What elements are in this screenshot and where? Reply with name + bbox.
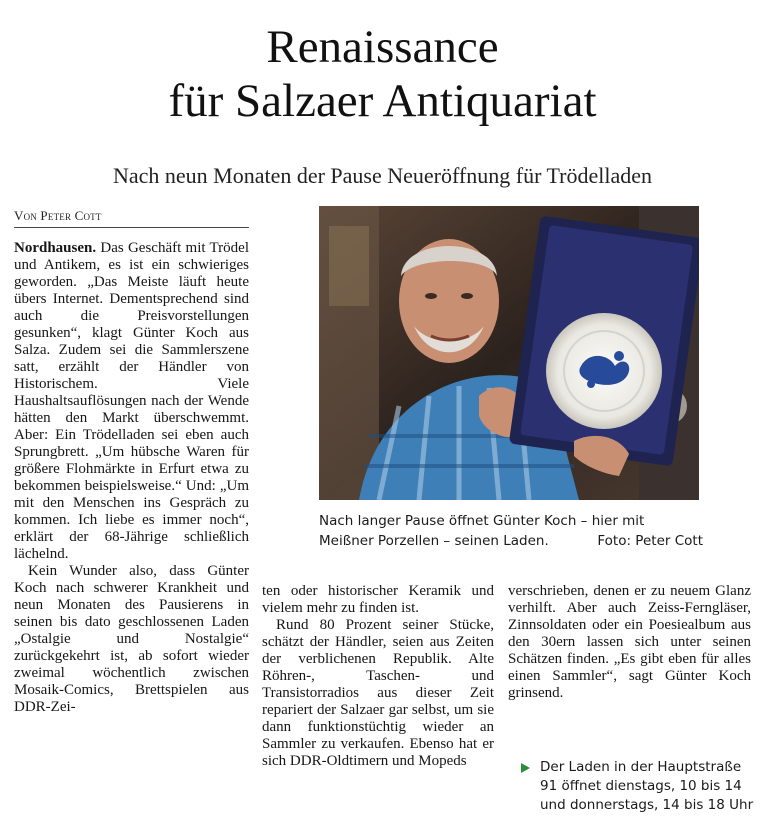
caption-line-2: Meißner Porzellen – seinen Laden. (319, 533, 549, 549)
article-photo (319, 206, 699, 500)
headline-line-2: für Salzaer Antiquariat (168, 75, 597, 127)
photo-credit: Foto: Peter Cott (597, 533, 703, 549)
photo-caption (319, 511, 703, 551)
byline-divider (14, 227, 249, 228)
paragraph-text: Das Geschäft mit Trödel und Antikem, es ist ein schwieriges geworden. „Das Meiste läuft heute übers Internet. Dementsprechend sind auch die Preisvorstellungen gesunken“, klagt Günter Koch aus Salza. Zudem sei die Sammlerszene satt, erzählt der Händler von Historischem. Viele Haushaltsauflösungen nach der Wende hätten den Markt überschwemmt. Aber: Ein Trödelladen sei eben auch Sprungbrett. „Um hübsche Waren für größere Flohmärkte in Erfurt etwa zu bekommen beispielsweise.“ Und: „Um mit den Menschen ins Gespräch zu kommen. Ich liebe es immer noch“, erklärt der 68-Jährige schließlich lächelnd. (14, 240, 249, 562)
article-column-3 (508, 583, 751, 702)
info-box (520, 758, 760, 815)
headline (0, 20, 765, 128)
paragraph: Rund 80 Prozent seiner Stücke, schätzt der Händler, seien aus Zeiten der verblichenen Republik. Alte Röhren-, Taschen- und Transistorradios aus dieser Zeit repariert der Salzaer gar selbst, um sie dann funktionstüchtig wieder an Sammler zu verkaufen. Ebenso hat er sich DDR-Oldtimern und Mopeds (262, 617, 494, 769)
paragraph (14, 240, 249, 563)
photo-illustration (319, 206, 699, 500)
caption-line-1: Nach langer Pause öffnet Günter Koch – hier mit (319, 513, 645, 529)
article-column-1 (14, 240, 249, 716)
article-column-2 (262, 583, 494, 770)
paragraph: verschrieben, denen er zu neuem Glanz verhilft. Aber auch Zeiss-Ferngläser, Zinnsoldaten oder ein Poesiealbum aus den 30ern lassen sich unter seinen Schätzen finden. „Es gibt eben für alles einen Sammler“, sagt Günter Koch grinsend. (508, 583, 751, 701)
info-text: Der Laden in der Hauptstraße 91 öffnet dienstags, 10 bis 14 und donnerstags, 14 bis 18 Uhr (540, 759, 754, 813)
dateline: Nordhausen. (14, 240, 97, 256)
subheadline: Nach neun Monaten der Pause Neueröffnung für Trödelladen (112, 163, 653, 188)
headline-line-1: Renaissance (266, 21, 499, 73)
paragraph: ten oder historischer Keramik und vielem mehr zu finden ist. (262, 583, 494, 616)
byline: Von Peter Cott (14, 208, 102, 223)
caption-line-2-row (319, 531, 703, 551)
paragraph: Kein Wunder also, dass Günter Koch nach schwerer Krankheit und neun Monaten des Pausierens in seinen bis dato geschlossenen Laden „Ostalgie und Nostalgie“ zurückgekehrt ist, ab sofort wieder zweimal wöchentlich zwischen Mosaik-Comics, Brettspielen aus DDR-Zei- (14, 563, 249, 715)
